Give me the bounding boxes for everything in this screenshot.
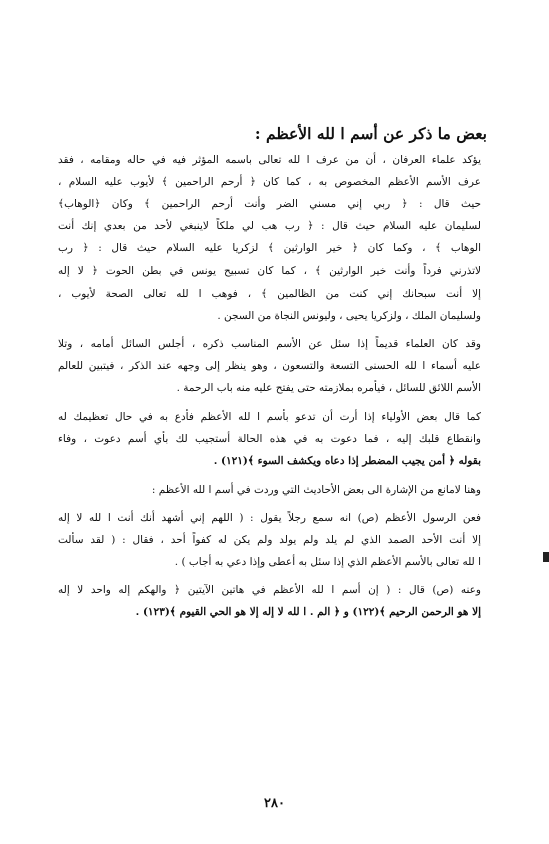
paragraph1-line-5: الوهاب ﴾ ، وكما كان ﴿ خير الوارثين ﴾ لزكريا عليه السلام حيث قال : ﴿ رب: [58, 242, 481, 254]
paragraph1-line-3: حيث قال : ﴿ ربي إني مسني الضر وأنت أرحم الراحمين ﴾ وكان ﴿الوهاب﴾: [58, 198, 481, 210]
paragraph2-line-1: وقد كان العلماء قديماً إذا سئل عن الأسم المناسب ذكره ، أجلس السائل أمامه ، وتلا: [58, 338, 481, 350]
paragraph2-line-3: الأسم اللائق للسائل ، فيأمره بملازمته حتى يفتح عليه منه باب الرحمة .: [176, 382, 481, 394]
paragraph6-line-1: وعنه (ص) قال : ( إن أسم ا لله الأعظم في هاتين الآيتين ﴿ والهكم إله واحد لا إله: [58, 584, 481, 596]
paragraph6-line-2: إلا هو الرحمن الرحيم ﴾(١٢٢) و ﴿ الم . ا لله لا إله إلا هو الحي القيوم ﴾(١٢٣) .: [135, 606, 481, 618]
paragraph4-line-1: وهنا لامانع من الإشارة الى بعض الأحاديث التي وردت في أسم ا لله الأعظم :: [151, 484, 481, 496]
paragraph3-line-2: وانقطاع قلبك إليه ، فما دعوت به في هذه الحالة أستجيب لك بأي أسم دعوت ، وفاء: [58, 433, 481, 445]
paragraph3-line-1: كما قال بعض الأولياء إذا أرت أن تدعو بأسم ا لله الأعظم فأدع به في حال تعظيمك له: [58, 411, 481, 423]
page-number: ٢٨٠: [264, 796, 285, 811]
paragraph1-line-2: عرف الأسم الأعظم المخصوص به ، كما كان ﴿ أرحم الراحمين ﴾ لأيوب عليه السلام ،: [58, 176, 481, 188]
paragraph3-line-3: بقوله ﴿ أمن يجيب المضطر إذا دعاه ويكشف السوء ﴾(١٢١) .: [213, 455, 481, 467]
paragraph1-line-4: لسليمان عليه السلام حيث قال : ﴿ رب هب لي ملكاً لاينبغي لأحد من بعدي إنك أنت: [58, 220, 481, 232]
paragraph5-line-1: فعن الرسول الأعظم (ص) انه سمع رجلاً يقول : ( اللهم إني أشهد أنك أنت ا لله لا إله: [58, 512, 481, 524]
section-heading: بعض ما ذكر عن أسم ا لله الأعظم :: [254, 124, 487, 143]
paragraph2-line-2: عليه أسماء ا لله الحسنى التسعة والتسعون ، وهو ينظر إلى وجهه عند الذكر ، فيتبين للعالم: [58, 360, 481, 372]
paragraph5-line-3: ا لله تعالى بالأسم الأعظم الذي إذا سئل به أعطى وإذا دعي به أجاب ) .: [174, 556, 481, 568]
paragraph1-line-8: ولسليمان الملك ، ولزكريا يحيى ، وليونس النجاة من السجن .: [217, 310, 481, 322]
paragraph1-line-1: يؤكد علماء العرفان ، أن من عرف ا لله تعالى باسمه المؤثر فيه في حاله ومقامه ، فقد: [58, 154, 481, 166]
paragraph5-line-2: إلا أنت الأحد الصمد الذي لم يلد ولم يولد ولم يكن له كفواً أحد ، فقال : ( لقد سألت: [58, 534, 481, 546]
paragraph1-line-6: لاتذرني فرداً وأنت خير الوارثين ﴾ ، كما كان تسبيح يونس في بطن الحوت ﴿ لا إله: [58, 265, 481, 277]
paragraph1-line-7: إلا أنت سبحانك إني كنت من الظالمين ﴾ ، فوهب ا لله تعالى الصحة لأيوب ،: [58, 288, 481, 300]
page-edge-mark: [543, 552, 549, 562]
